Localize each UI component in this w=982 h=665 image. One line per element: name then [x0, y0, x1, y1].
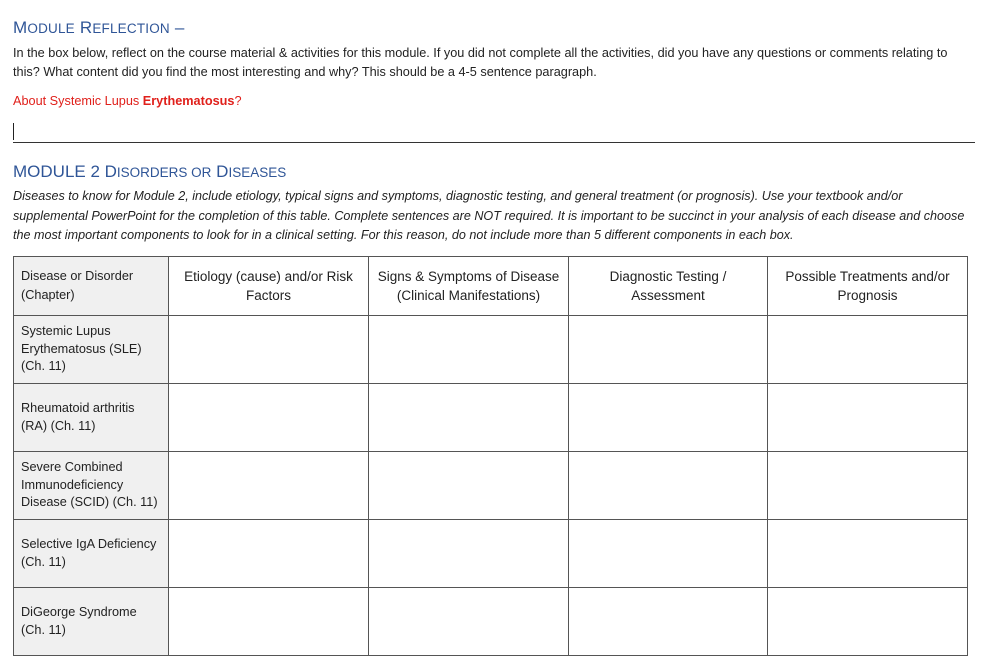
disorders-instructions: Diseases to know for Module 2, include etiology, typical signs and symptoms, diagnostic testing, and general treatment (or prognosis). Use your textbook and/or supplemental PowerPoint for the completion of this table. Complete sentences are NOT required. It is important to be succinct in your analysis of each disease and choose the most important components to look for in a clinical setting. For this reason, do not include more than 5 different components in each box. [13, 189, 965, 242]
table-row-scid [14, 452, 968, 520]
treatment-cell[interactable] [768, 384, 968, 452]
treatment-cell[interactable] [768, 452, 968, 520]
signs-cell[interactable] [369, 452, 569, 520]
etiology-cell[interactable] [169, 452, 369, 520]
row-label: Systemic Lupus Erythematosus (SLE) (Ch. 11) [14, 316, 169, 384]
table-row-iga [14, 520, 968, 588]
treatment-cell[interactable] [768, 588, 968, 656]
signs-cell[interactable] [369, 588, 569, 656]
table-row-sle [14, 316, 968, 384]
reflection-answer-field[interactable] [13, 123, 975, 143]
treatment-cell[interactable] [768, 520, 968, 588]
table-row-digeorge [14, 588, 968, 656]
etiology-cell[interactable] [169, 316, 369, 384]
etiology-cell[interactable] [169, 588, 369, 656]
row-label: DiGeorge Syndrome (Ch. 11) [14, 588, 169, 656]
table-row-ra [14, 384, 968, 452]
diagnostic-cell[interactable] [569, 520, 768, 588]
signs-cell[interactable] [369, 316, 569, 384]
row-label: Severe Combined Immunodeficiency Disease (SCID) (Ch. 11) [14, 452, 169, 520]
diagnostic-cell[interactable] [569, 452, 768, 520]
etiology-cell[interactable] [169, 520, 369, 588]
header-etiology: Etiology (cause) and/or Risk Factors [169, 257, 369, 316]
disorders-table [13, 256, 968, 656]
etiology-cell[interactable] [169, 384, 369, 452]
signs-cell[interactable] [369, 384, 569, 452]
treatment-cell[interactable] [768, 316, 968, 384]
header-diagnostic: Diagnostic Testing / Assessment [569, 257, 768, 316]
module-2-disorders-heading: MODULE 2 DISORDERS OR DISEASES [13, 162, 287, 181]
diagnostic-cell[interactable] [569, 588, 768, 656]
row-label: Selective IgA Deficiency (Ch. 11) [14, 520, 169, 588]
module-reflection-heading: MODULE REFLECTION – [13, 18, 185, 37]
diagnostic-cell[interactable] [569, 384, 768, 452]
header-disease: Disease or Disorder (Chapter) [14, 257, 169, 316]
text-cursor [13, 123, 14, 140]
reflection-question: About Systemic Lupus Erythematosus? [13, 94, 242, 108]
signs-cell[interactable] [369, 520, 569, 588]
reflection-instructions: In the box below, reflect on the course material & activities for this module. If you did not complete all the activities, did you have any questions or comments relating to this? What content did you find the most interesting and why? This should be a 4-5 sentence paragraph. [13, 46, 948, 79]
header-treatment: Possible Treatments and/or Prognosis [768, 257, 968, 316]
diagnostic-cell[interactable] [569, 316, 768, 384]
row-label: Rheumatoid arthritis (RA) (Ch. 11) [14, 384, 169, 452]
table-header-row [14, 257, 968, 316]
header-signs-symptoms: Signs & Symptoms of Disease (Clinical Manifestations) [369, 257, 569, 316]
